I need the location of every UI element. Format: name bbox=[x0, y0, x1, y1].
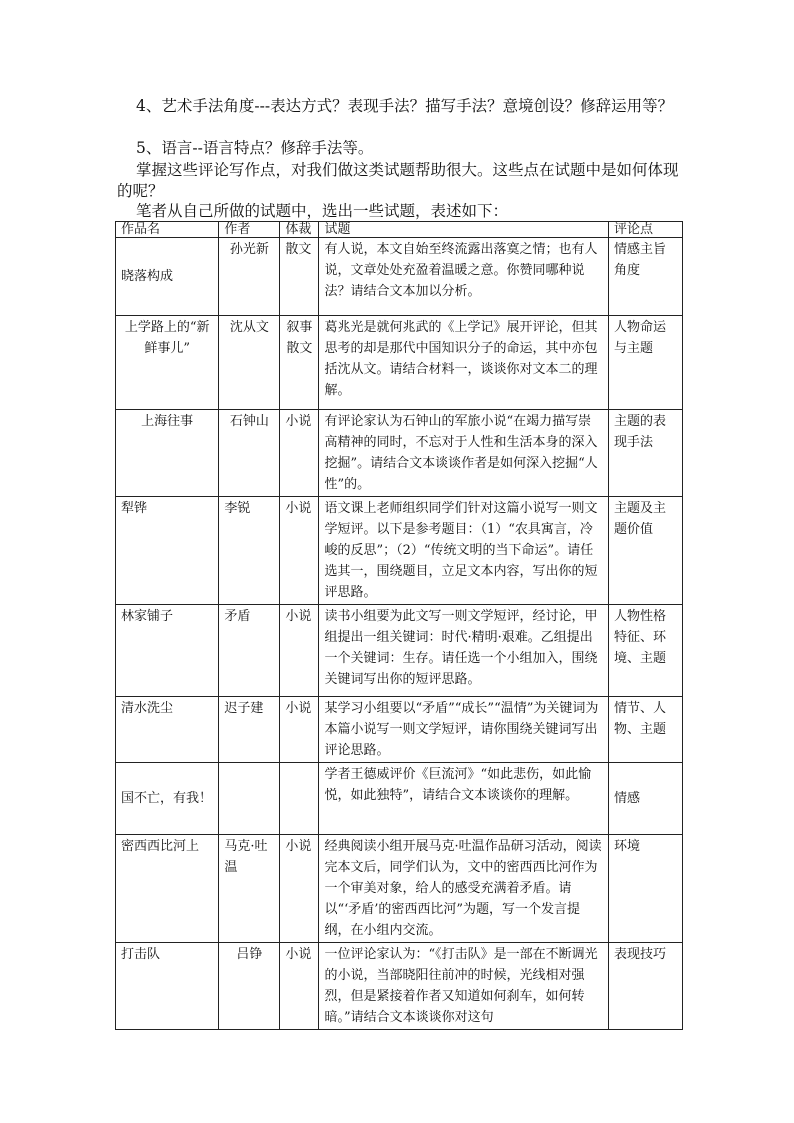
cell-title: 上学路上的“新鲜事儿” bbox=[116, 316, 219, 410]
cell-question: 有人说，本文自始至终流露出落寞之情；也有人说，文章处处充盈着温暖之意。你赞同哪种说法？请结合文本加以分析。 bbox=[319, 238, 608, 316]
cell-title: 犁铧 bbox=[116, 497, 219, 605]
cell-author: 孙光新 bbox=[219, 238, 280, 316]
cell-author: 沈从文 bbox=[219, 316, 280, 410]
cell-question: 学者王德威评价《巨流河》“如此悲伤，如此愉悦，如此独特”，请结合文本谈谈你的理解。 bbox=[319, 763, 608, 835]
header-genre: 体裁 bbox=[280, 222, 319, 238]
cell-question: 有评论家认为石钟山的军旅小说“在竭力描写崇高精神的同时，不忘对于人性和生活本身的深入挖掘”。请结合文本谈谈作者是如何深入挖掘“人性”的。 bbox=[319, 410, 608, 497]
intro-paragraph-mastery: 掌握这些评论写作点，对我们做这类试题帮助很大。这些点在试题中是如何体现的呢？ bbox=[117, 161, 679, 200]
cell-genre bbox=[280, 763, 319, 835]
cell-comment-point: 情节、人物、主题 bbox=[608, 697, 682, 763]
cell-comment-point: 情感 bbox=[608, 763, 682, 835]
cell-author: 李锐 bbox=[219, 497, 280, 605]
cell-genre: 小说 bbox=[280, 497, 319, 605]
cell-genre: 小说 bbox=[280, 835, 319, 943]
cell-title: 国不亡，有我！ bbox=[116, 763, 219, 835]
table-row bbox=[116, 238, 683, 316]
table-header-row bbox=[116, 222, 683, 238]
cell-genre: 小说 bbox=[280, 410, 319, 497]
cell-genre: 小说 bbox=[280, 605, 319, 697]
cell-genre: 小说 bbox=[280, 697, 319, 763]
table-row bbox=[116, 497, 683, 605]
table-row bbox=[116, 943, 683, 1030]
cell-comment-point: 表现技巧 bbox=[608, 943, 682, 1030]
cell-title: 密西西比河上 bbox=[116, 835, 219, 943]
cell-title: 清水洗尘 bbox=[116, 697, 219, 763]
intro-paragraph-language: 5、语言--语言特点？修辞手法等。 bbox=[136, 139, 374, 157]
cell-title: 晓落构成 bbox=[116, 238, 219, 316]
cell-comment-point: 情感主旨角度 bbox=[608, 238, 682, 316]
table-row bbox=[116, 605, 683, 697]
cell-title: 林家铺子 bbox=[116, 605, 219, 697]
cell-question: 葛兆光是就何兆武的《上学记》展开评论，但其思考的却是那代中国知识分子的命运，其中亦包括沈从文。请结合材料一，谈谈你对文本二的理解。 bbox=[319, 316, 608, 410]
cell-question: 经典阅读小组开展马克·吐温作品研习活动，阅读完本文后，同学们认为，文中的密西西比河作为一个审美对象，给人的感受充满着矛盾。请以“‘矛盾’的密西西比河”为题，写一个发言提纲，在小组内交流。 bbox=[319, 835, 608, 943]
cell-comment-point: 人物性格特征、环境、主题 bbox=[608, 605, 682, 697]
cell-genre: 小说 bbox=[280, 943, 319, 1030]
cell-question: 语文课上老师组织同学们针对这篇小说写一则文学短评。以下是参考题目：（1）“农具寓言，冷峻的反思”；（2）“传统文明的当下命运”。请任选其一，围绕题目，立足文本内容，写出你的短评思路。 bbox=[319, 497, 608, 605]
cell-author: 石钟山 bbox=[219, 410, 280, 497]
cell-comment-point: 主题的表现手法 bbox=[608, 410, 682, 497]
cell-title: 上海往事 bbox=[116, 410, 219, 497]
cell-title: 打击队 bbox=[116, 943, 219, 1030]
header-comment-point: 评论点 bbox=[608, 222, 682, 238]
header-author: 作者 bbox=[219, 222, 280, 238]
header-title: 作品名 bbox=[116, 222, 219, 238]
intro-paragraph-art-technique: 4、艺术手法角度---表达方式？表现手法？描写手法？意境创设？修辞运用等？ bbox=[136, 97, 674, 115]
table-row bbox=[116, 835, 683, 943]
cell-author: 迟子建 bbox=[219, 697, 280, 763]
cell-author: 马克·吐温 bbox=[219, 835, 280, 943]
cell-question: 某学习小组要以“矛盾”“成长”“温情”为关键词为本篇小说写一则文学短评，请你围绕关键词写出评论思路。 bbox=[319, 697, 608, 763]
cell-author: 吕铮 bbox=[219, 943, 280, 1030]
question-table bbox=[115, 221, 683, 1030]
cell-comment-point: 主题及主题价值 bbox=[608, 497, 682, 605]
cell-comment-point: 人物命运与主题 bbox=[608, 316, 682, 410]
header-question: 试题 bbox=[319, 222, 608, 238]
cell-genre: 散文 bbox=[280, 238, 319, 316]
cell-comment-point: 环境 bbox=[608, 835, 682, 943]
cell-author: 矛盾 bbox=[219, 605, 280, 697]
intro-paragraph-lead-in: 笔者从自己所做的试题中，选出一些试题，表述如下： bbox=[136, 202, 509, 220]
table-row bbox=[116, 316, 683, 410]
table-row bbox=[116, 697, 683, 763]
cell-genre: 叙事散文 bbox=[280, 316, 319, 410]
table-row bbox=[116, 410, 683, 497]
cell-question: 一位评论家认为：“《打击队》是一部在不断调光的小说，当部晓阳往前冲的时候，光线相对强烈，但是紧接着作者又知道如何刹车，如何转暗。”请结合文本谈谈你对这句 bbox=[319, 943, 608, 1030]
cell-question: 读书小组要为此文写一则文学短评，经讨论，甲组提出一组关键词：时代·精明·艰难。乙组提出一个关键词：生存。请任选一个小组加入，围绕关键词写出你的短评思路。 bbox=[319, 605, 608, 697]
cell-author bbox=[219, 763, 280, 835]
table-row bbox=[116, 763, 683, 835]
